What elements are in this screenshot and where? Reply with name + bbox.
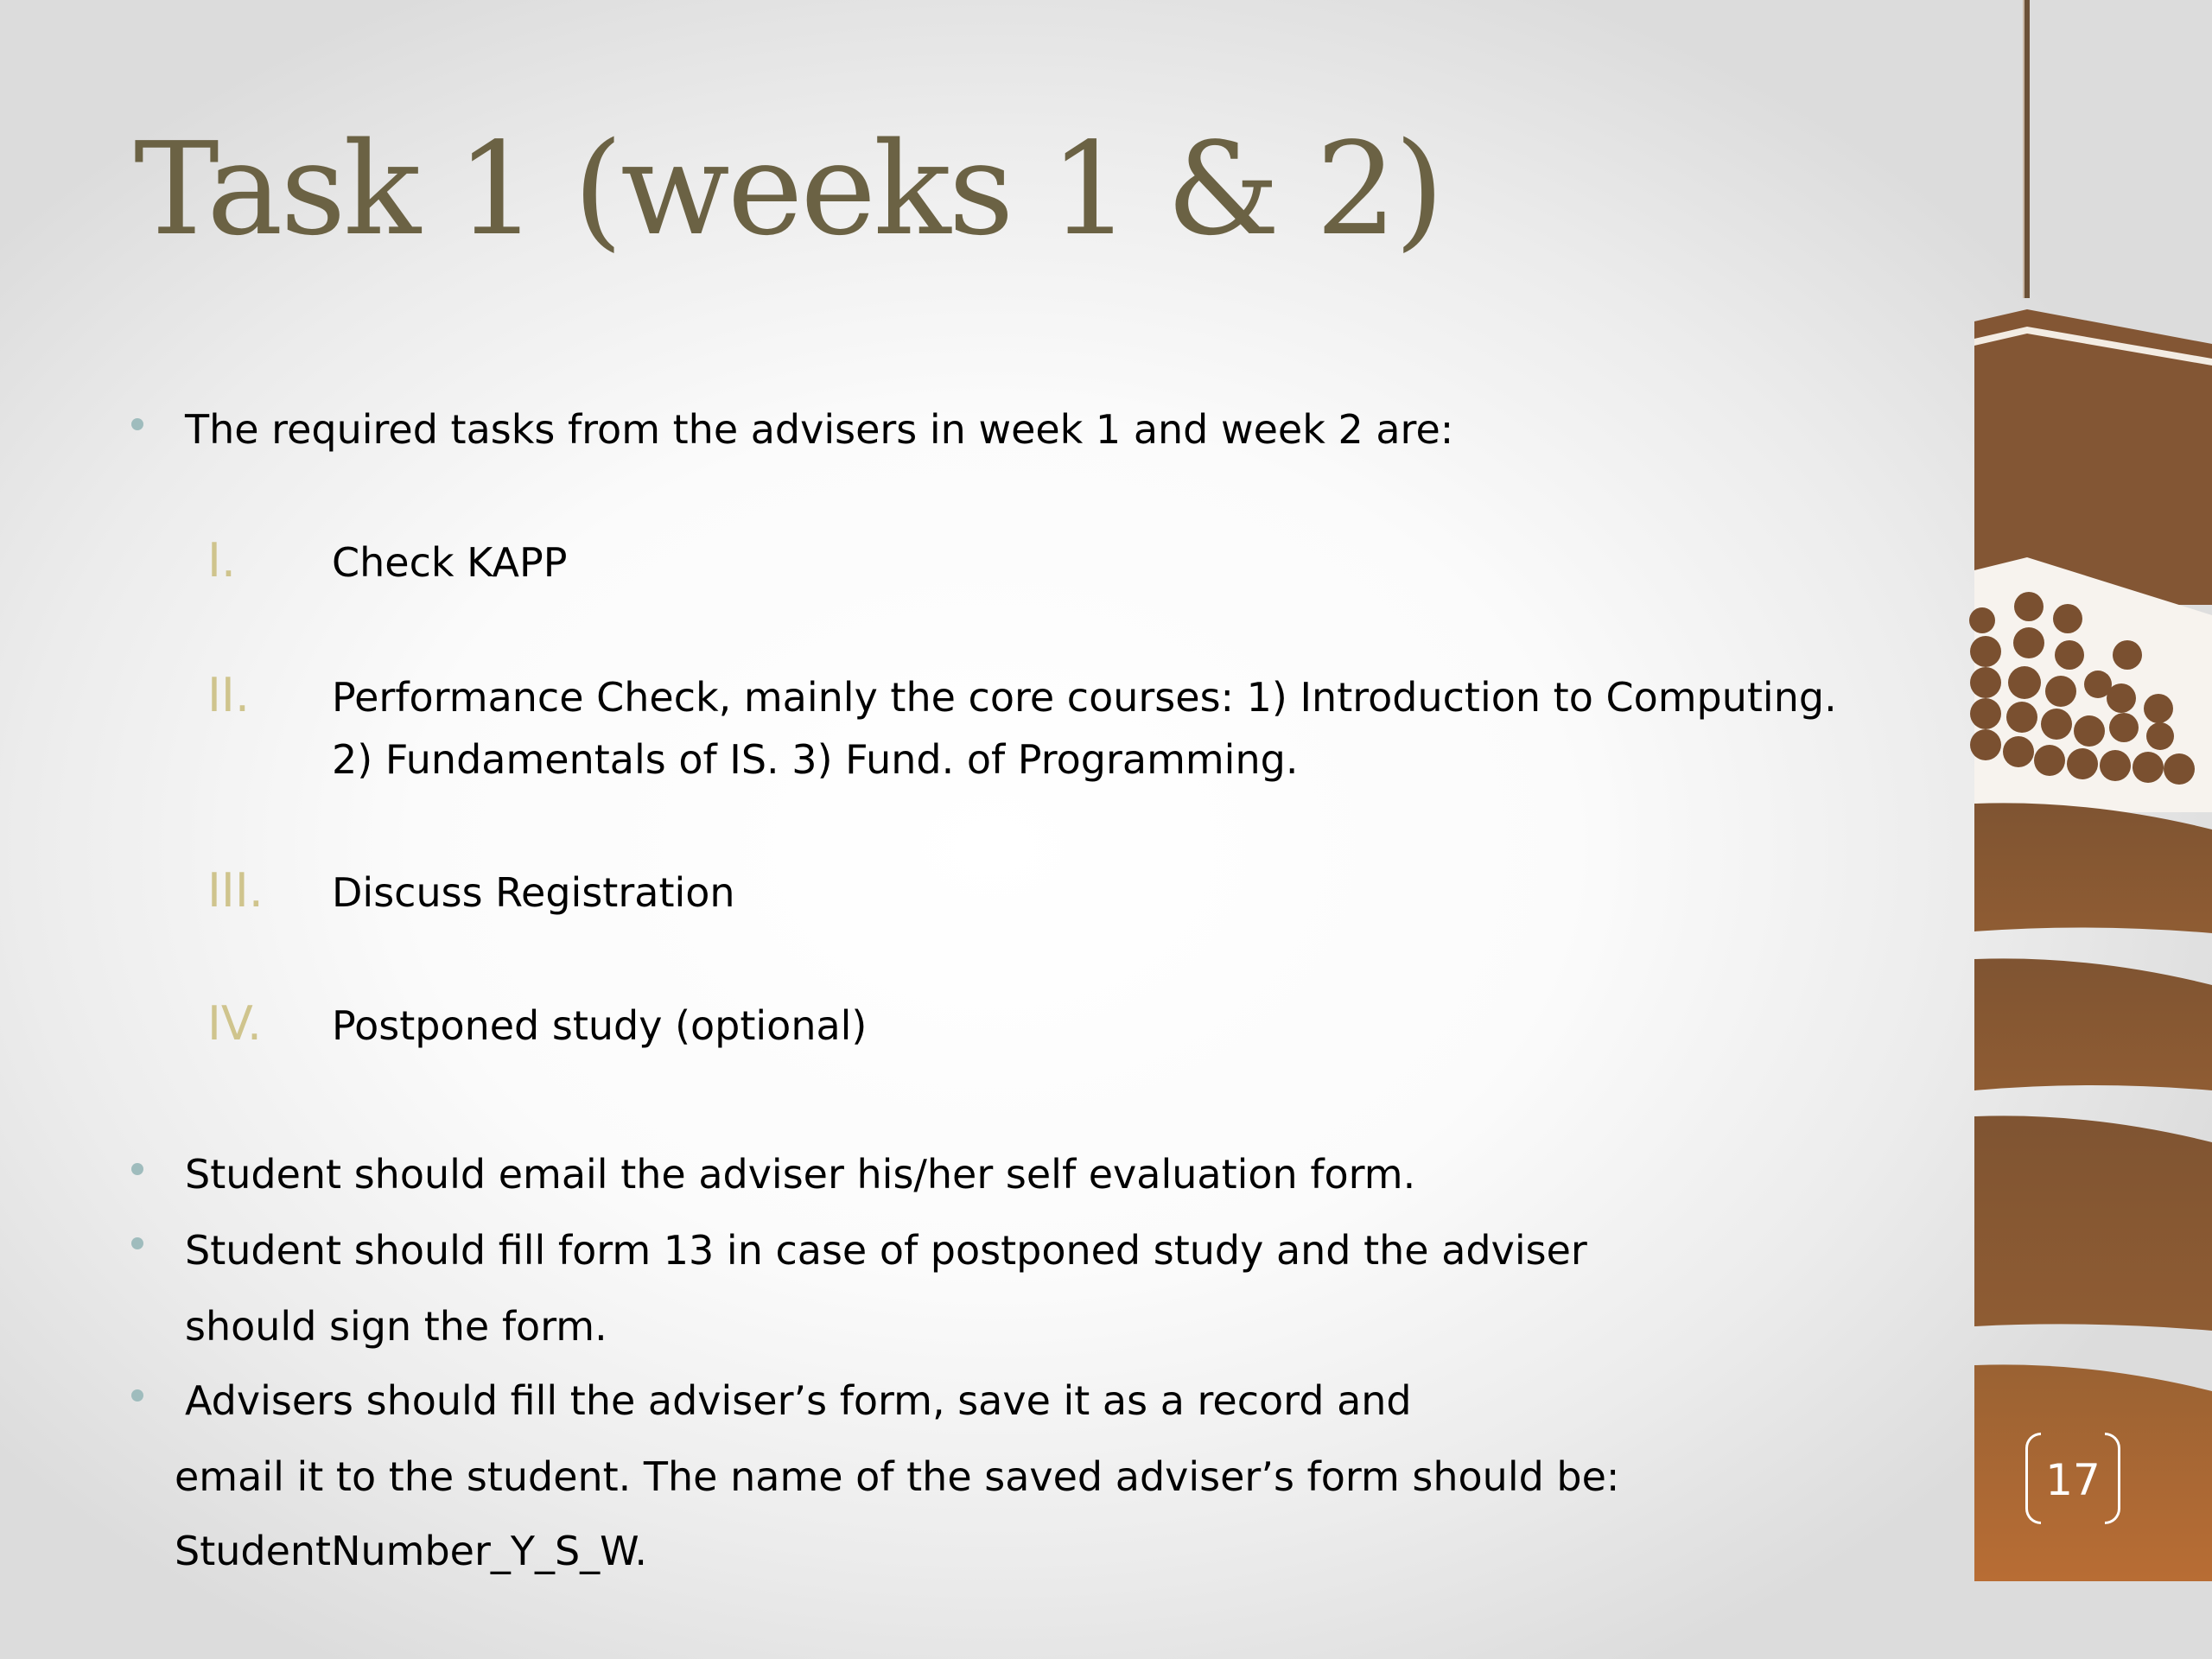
slide-number: 17 [2045, 1455, 2101, 1505]
bullet-text: Student should email the adviser his/her self evaluation form. [185, 1151, 1416, 1198]
bullet-dot [131, 418, 143, 430]
task-numeral: II. [207, 668, 251, 722]
task-text: 2) Fundamentals of IS. 3) Fund. of Programming. [332, 736, 1299, 783]
task-text: Performance Check, mainly the core courses: 1) Introduction to Computing. [332, 674, 1837, 721]
task-numeral: I. [207, 533, 237, 588]
slide-title: Task 1 (weeks 1 & 2) [134, 115, 1442, 264]
slide-number-badge [2025, 1433, 2120, 1528]
task-text: Discuss Registration [332, 869, 735, 916]
bullet-text: Advisers should fill the adviser’s form, save it as a record and [185, 1377, 1412, 1424]
bullet-dot [131, 1163, 143, 1175]
bullet-text: StudentNumber_Y_S_W. [175, 1528, 647, 1574]
task-numeral: IV. [207, 996, 263, 1051]
bullet-dot [131, 1389, 143, 1402]
bullet-dot [131, 1237, 143, 1249]
task-text: Check KAPP [332, 539, 568, 586]
task-text: Postponed study (optional) [332, 1002, 868, 1049]
intro-text: The required tasks from the advisers in week 1 and week 2 are: [185, 406, 1454, 453]
task-numeral: III. [207, 863, 264, 918]
bullet-text: Student should fill form 13 in case of postponed study and the adviser [185, 1227, 1587, 1274]
bullet-text: should sign the form. [185, 1303, 607, 1350]
bullet-text: email it to the student. The name of the saved adviser’s form should be: [175, 1453, 1620, 1500]
